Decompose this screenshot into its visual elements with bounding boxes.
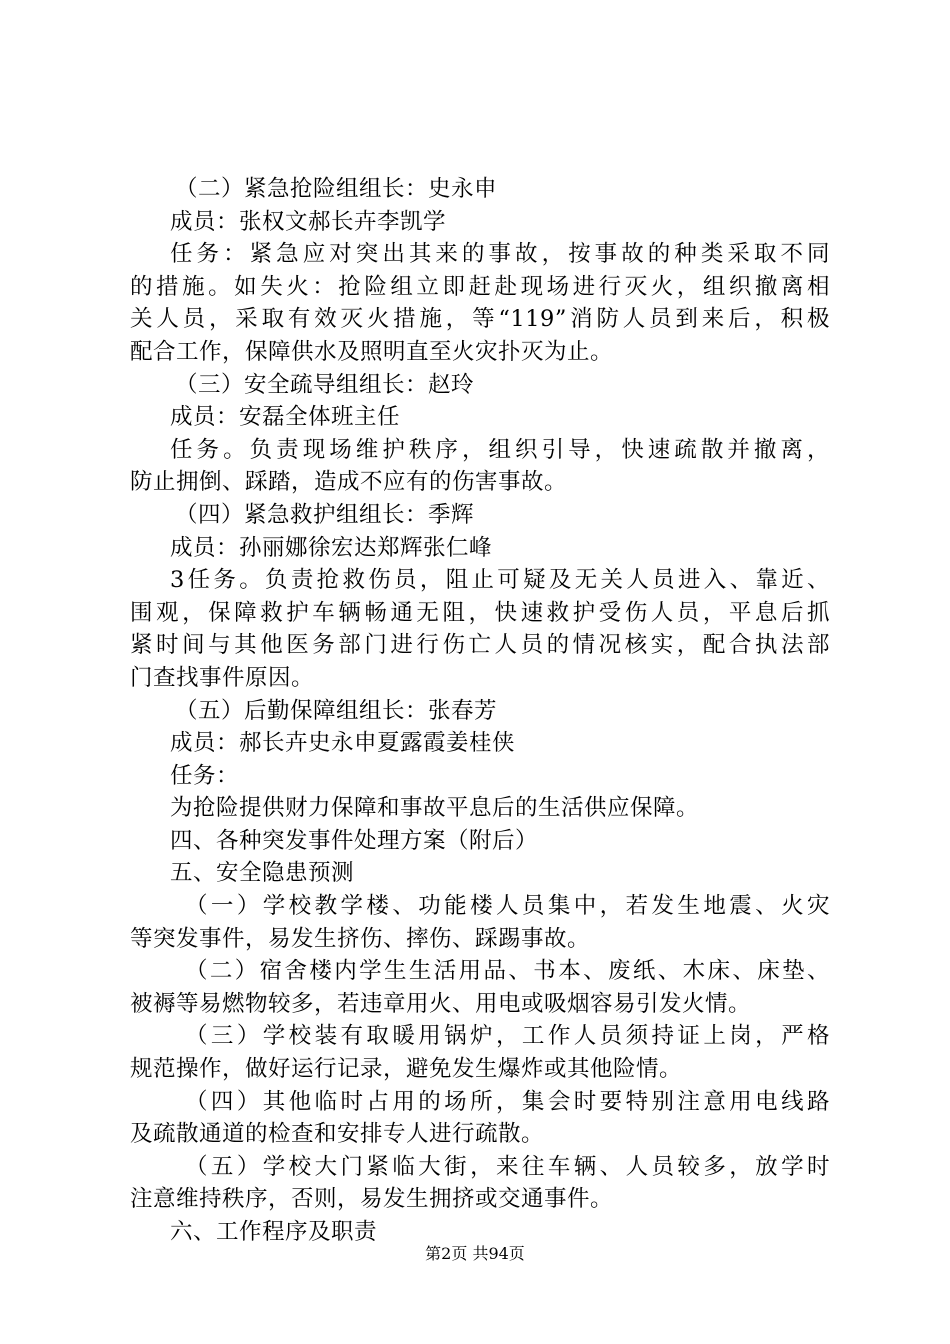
text-line: 配合工作，保障供水及照明直至火灾扑灭为止。	[130, 338, 614, 365]
text-line: （五）学校大门紧临大街，来往车辆、人员较多，放学时	[185, 1153, 830, 1180]
text-line: 紧时间与其他医务部门进行伤亡人员的情况核实，配合执法部	[130, 632, 830, 659]
text-line: （三）学校装有取暖用锅炉，工作人员须持证上岗，严格	[185, 1023, 830, 1050]
text-line: 防止拥倒、踩踏，造成不应有的伤害事故。	[130, 469, 568, 496]
text-line: 任务。负责现场维护秩序，组织引导，快速疏散并撤离，	[170, 436, 830, 463]
text-line: 成员：安磊全体班主任	[170, 404, 401, 431]
text-line: 四、各种突发事件处理方案（附后）	[170, 827, 539, 854]
text-line: （一）学校教学楼、功能楼人员集中，若发生地震、火灾	[185, 893, 830, 920]
text-line: 关人员，采取有效灭火措施，等“119”消防人员到来后，积极	[130, 306, 830, 333]
text-line: 门查找事件原因。	[130, 664, 315, 691]
text-line: 为抢险提供财力保障和事故平息后的生活供应保障。	[170, 795, 700, 822]
text-line: 任务：	[170, 762, 240, 789]
text-line: 及疏散通道的检查和安排专人进行疏散。	[130, 1121, 545, 1148]
text-line: 规范操作，做好运行记录，避免发生爆炸或其他险情。	[130, 1056, 683, 1083]
text-line: （二）紧急抢险组组长：史永申	[175, 176, 498, 202]
document-body	[130, 173, 830, 1249]
text-line: 注意维持秩序，否则，易发生拥挤或交通事件。	[130, 1186, 614, 1213]
text-line: （四）紧急救护组组长：季辉	[175, 501, 475, 528]
text-line: 成员：郝长卉史永申夏露霞姜桂侠	[170, 730, 516, 757]
page-footer	[0, 1244, 950, 1264]
text-line: 六、工作程序及职责	[170, 1219, 378, 1245]
text-line: 成员：孙丽娜徐宏达郑辉张仁峰	[170, 534, 493, 561]
text-line: 任务：紧急应对突出其来的事故，按事故的种类采取不同	[170, 241, 830, 268]
text-line: 围观，保障救护车辆畅通无阻，快速救护受伤人员，平息后抓	[130, 599, 830, 626]
text-line: （四）其他临时占用的场所，集会时要特别注意用电线路	[185, 1088, 830, 1115]
text-line: （三）安全疏导组组长：赵玲	[175, 371, 475, 398]
text-line: 等突发事件，易发生挤伤、摔伤、踩踢事故。	[130, 925, 591, 952]
text-line: （二）宿舍楼内学生生活用品、书本、废纸、木床、床垫、	[185, 958, 830, 985]
text-line: 被褥等易燃物较多，若违章用火、用电或吸烟容易引发火情。	[130, 990, 752, 1017]
text-line: 3任务。负责抢救伤员，阻止可疑及无关人员进入、靠近、	[170, 567, 830, 594]
text-line: 成员：张权文郝长卉李凯学	[170, 208, 447, 235]
page-number: 第2页 共94页	[425, 1244, 525, 1263]
text-line: 五、安全隐患预测	[170, 860, 355, 887]
text-line: （五）后勤保障组组长：张春芳	[175, 697, 498, 724]
text-line: 的措施。如失火：抢险组立即赶赴现场进行灭火，组织撤离相	[130, 273, 830, 300]
